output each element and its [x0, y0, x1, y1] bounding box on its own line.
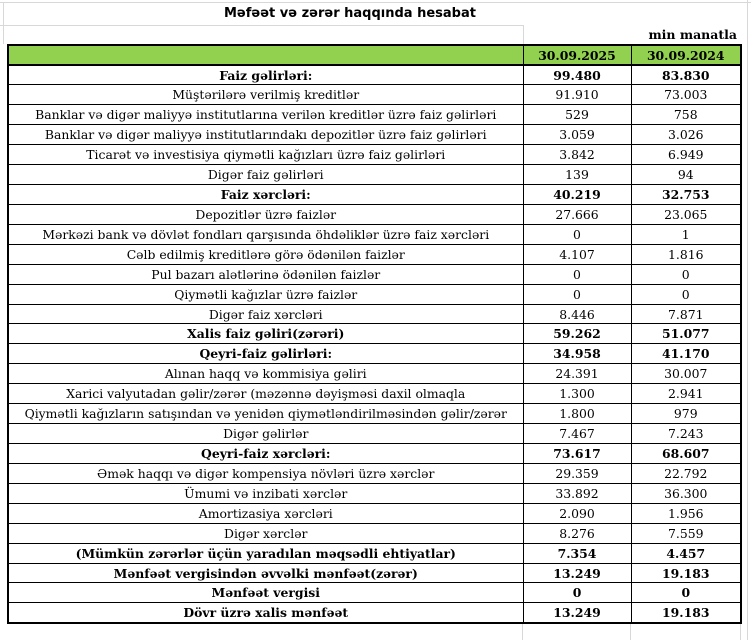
value-2024: 51.077 [631, 324, 741, 344]
value-2025: 33.892 [523, 483, 631, 503]
value-2024: 7.559 [631, 523, 741, 543]
table-row [8, 503, 741, 523]
row-label: Amortizasiya xərcləri [8, 503, 523, 523]
row-label: Qiymətli kağızların satışından və yenidən qiymətləndirilməsindən gəlir/zərər [8, 404, 523, 424]
value-2024: 3.026 [631, 125, 741, 145]
table-row [8, 125, 741, 145]
table-row [8, 65, 741, 85]
value-2025: 91.910 [523, 85, 631, 105]
row-label: Müştərilərə verilmiş kreditlər [8, 85, 523, 105]
value-2024: 979 [631, 404, 741, 424]
table-row [8, 105, 741, 125]
unit-label: min manatla [648, 27, 737, 42]
value-2024: 22.792 [631, 463, 741, 483]
value-2024: 19.183 [631, 563, 741, 583]
value-2024: 4.457 [631, 543, 741, 563]
row-label: Digər xərclər [8, 523, 523, 543]
row-label: Depozitlər üzrə faizlər [8, 204, 523, 224]
header-row [8, 45, 741, 65]
value-2024: 68.607 [631, 444, 741, 464]
table-row [8, 424, 741, 444]
row-label: Dövr üzrə xalis mənfəət [8, 603, 523, 623]
value-2025: 73.617 [523, 444, 631, 464]
value-2024: 73.003 [631, 85, 741, 105]
row-label: Alınan haqq və kommisiya gəliri [8, 364, 523, 384]
value-2024: 0 [631, 284, 741, 304]
row-label: Qiymətli kağızlar üzrə faizlər [8, 284, 523, 304]
value-2024: 1.816 [631, 244, 741, 264]
row-label: Qeyri-faiz gəlirləri: [8, 344, 523, 364]
value-2025: 4.107 [523, 244, 631, 264]
value-2024: 36.300 [631, 483, 741, 503]
value-2024: 1.956 [631, 503, 741, 523]
table-body [8, 65, 741, 623]
row-label: Mərkəzi bank və dövlət fondları qarşısında öhdəliklər üzrə faiz xərcləri [8, 224, 523, 244]
value-2025: 13.249 [523, 563, 631, 583]
value-2025: 59.262 [523, 324, 631, 344]
value-2025: 8.446 [523, 304, 631, 324]
table-row [8, 384, 741, 404]
table-row [8, 523, 741, 543]
value-2025: 29.359 [523, 463, 631, 483]
value-2025: 24.391 [523, 364, 631, 384]
value-2024: 0 [631, 583, 741, 603]
table-row [8, 264, 741, 284]
value-2025: 8.276 [523, 523, 631, 543]
row-label: Digər faiz xərcləri [8, 304, 523, 324]
gridline-below-table-right [740, 622, 741, 640]
row-label: Xarici valyutadan gəlir/zərər (məzənnə dəyişməsi daxil olmaqla [8, 384, 523, 404]
value-2025: 1.800 [523, 404, 631, 424]
value-2025: 0 [523, 583, 631, 603]
row-label: Banklar və digər maliyyə institutlarındakı depozitlər üzrə faiz gəlirləri [8, 125, 523, 145]
row-label: Digər faiz gəlirləri [8, 165, 523, 185]
value-2024: 30.007 [631, 364, 741, 384]
table-row [8, 324, 741, 344]
table-row [8, 444, 741, 464]
table-row [8, 304, 741, 324]
gridline-title-bottom [0, 25, 523, 26]
table-row [8, 563, 741, 583]
value-2024: 7.243 [631, 424, 741, 444]
row-label: Pul bazarı alətlərinə ödənilən faizlər [8, 264, 523, 284]
row-label: Mənfəət vergisindən əvvəlki mənfəət(zərər) [8, 563, 523, 583]
value-2025: 34.958 [523, 344, 631, 364]
value-2025: 0 [523, 284, 631, 304]
table-row [8, 364, 741, 384]
value-2025: 529 [523, 105, 631, 125]
table-row [8, 85, 741, 105]
table-row [8, 165, 741, 185]
row-label: Banklar və digər maliyyə institutlarına verilən kreditlər üzrə faiz gəlirləri [8, 105, 523, 125]
value-2024: 6.949 [631, 145, 741, 165]
table-row [8, 583, 741, 603]
row-label: Faiz gəlirləri: [8, 65, 523, 85]
value-2025: 3.842 [523, 145, 631, 165]
table-row [8, 244, 741, 264]
row-label: Ticarət və investisiya qiymətli kağızları üzrə faiz gəlirləri [8, 145, 523, 165]
value-2024: 23.065 [631, 204, 741, 224]
value-2025: 2.090 [523, 503, 631, 523]
value-2025: 1.300 [523, 384, 631, 404]
row-label: Qeyri-faiz xərcləri: [8, 444, 523, 464]
value-2024: 0 [631, 264, 741, 284]
value-2024: 758 [631, 105, 741, 125]
header-empty-cell [8, 45, 523, 65]
row-label: Ümumi və inzibati xərclər [8, 483, 523, 503]
row-label: Mənfəət vergisi [8, 583, 523, 603]
value-2025: 40.219 [523, 185, 631, 205]
table-row [8, 543, 741, 563]
value-2024: 1 [631, 224, 741, 244]
row-label: (Mümkün zərərlər üçün yaradılan məqsədli ehtiyatlar) [8, 543, 523, 563]
table-row [8, 284, 741, 304]
table-row [8, 344, 741, 364]
row-label: Xalis faiz gəliri(zərəri) [8, 324, 523, 344]
value-2025: 0 [523, 264, 631, 284]
value-2024: 94 [631, 165, 741, 185]
table-row [8, 224, 741, 244]
row-label: Əmək haqqı və digər kompensiya növləri üzrə xərclər [8, 463, 523, 483]
table-row [8, 185, 741, 205]
value-2025: 139 [523, 165, 631, 185]
value-2024: 7.871 [631, 304, 741, 324]
row-label: Faiz xərcləri: [8, 185, 523, 205]
value-2025: 7.467 [523, 424, 631, 444]
income-statement-table [7, 44, 742, 624]
value-2025: 13.249 [523, 603, 631, 623]
header-col-2024: 30.09.2024 [631, 45, 741, 65]
value-2025: 3.059 [523, 125, 631, 145]
gridline-far-right-vertical [747, 0, 748, 640]
gridline-below-table-col1 [522, 622, 523, 640]
report-title: Məfəət və zərər haqqında hesabat [224, 6, 476, 21]
table-row [8, 603, 741, 623]
table-row [8, 404, 741, 424]
table-row [8, 483, 741, 503]
header-col-2025: 30.09.2025 [523, 45, 631, 65]
value-2024: 2.941 [631, 384, 741, 404]
table-row [8, 204, 741, 224]
value-2024: 32.753 [631, 185, 741, 205]
value-2025: 0 [523, 224, 631, 244]
value-2025: 99.480 [523, 65, 631, 85]
table-row [8, 145, 741, 165]
row-label: Digər gəlirlər [8, 424, 523, 444]
value-2024: 83.830 [631, 65, 741, 85]
table-row [8, 463, 741, 483]
value-2024: 19.183 [631, 603, 741, 623]
value-2024: 41.170 [631, 344, 741, 364]
value-2025: 27.666 [523, 204, 631, 224]
gridline-below-table-col2 [630, 622, 631, 640]
row-label: Cəlb edilmiş kreditlərə görə ödənilən faizlər [8, 244, 523, 264]
value-2025: 7.354 [523, 543, 631, 563]
